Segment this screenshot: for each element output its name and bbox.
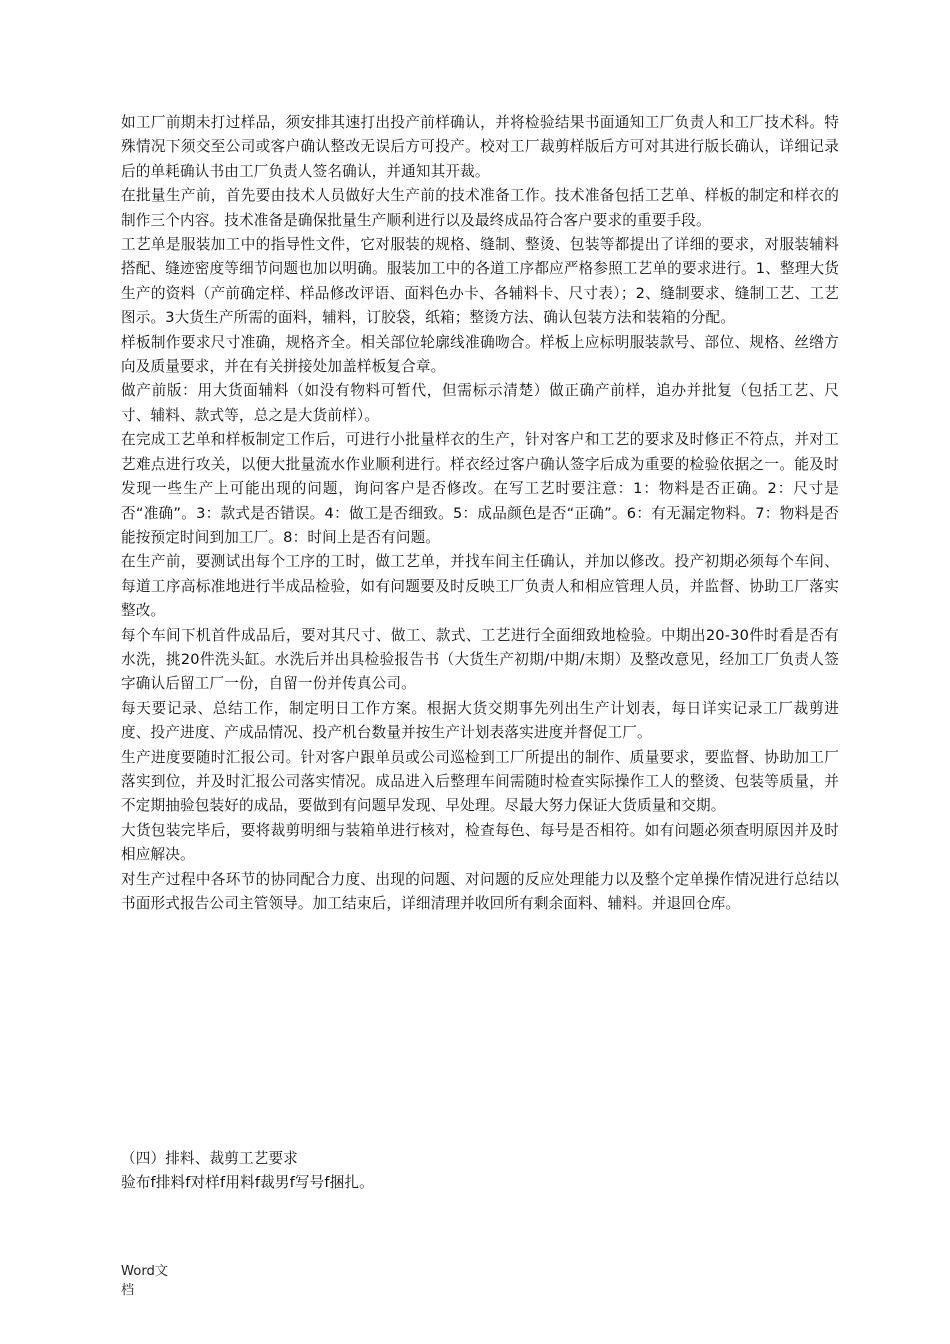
section-heading: （四）排料、裁剪工艺要求 (121, 1150, 298, 1167)
paragraph-small-batch-samples: 在完成工艺单和样板制定工作后，可进行小批量样衣的生产，针对客户和工艺的要求及时修正不符点，并对工艺难点进行攻关，以便大批量流水作业顺利进行。样衣经过客户确认签字后成为重要的检验依据之一。能及时发现一些生产上可能出现的问题，询问客户是否修改。在写工艺时要注意：1：物料是否正确。2：尺寸是否“准确”。3：款式是否错误。4：做工是否细致。5：成品颜色是否“正确”。6：有无漏定物料。7：物料是否能按预定时间到加工厂。8：时间上是否有问题。 (121, 431, 839, 546)
paragraph-first-piece-inspection: 每个车间下机首件成品后，要对其尺寸、做工、款式、工艺进行全面细致地检验。中期出20-30件时看是否有水洗，挑20件洗头缸。水洗后并出具检验报告书（大货生产初期/中期/末期）及整改意见，经加工厂负责人签字确认后留工厂一份，自留一份并传真公司。 (121, 626, 839, 693)
paragraph-progress-reporting: 生产进度要随时汇报公司。针对客户跟单员或公司巡检到工厂所提出的制作、质量要求，要监督、协助加工厂落实到位，并及时汇报公司落实情况。成品进入后整理车间需随时检查实际操作工人的整烫、包装等质量，并不定期抽验包装好的成品，要做到有问题早发现、早处理。尽最大努力保证大货质量和交期。 (121, 748, 839, 815)
paragraph-technical-preparation: 在批量生产前，首先要由技术人员做好大生产前的技术准备工作。技术准备包括工艺单、样板的制定和样衣的制作三个内容。技术准备是确保批量生产顺利进行以及最终成品符合客户要求的重要手段。 (121, 187, 839, 229)
document-body (121, 111, 839, 916)
paragraph-sample-confirmation: 如工厂前期未打过样品，须安排其速打出投产前样确认，并将检验结果书面通知工厂负责人和工厂技术科。特殊情况下须交至公司或客户确认整改无误后方可投产。校对工厂裁剪样版后方可对其进行版长确认，详细记录后的单耗确认书由工厂负责人签名确认，并通知其开裁。 (121, 114, 839, 180)
paragraph-process-timing: 在生产前，要测试出每个工序的工时，做工艺单，并找车间主任确认，并加以修改。投产初期必须每个车间、每道工序高标准地进行半成品检验，如有问题要及时反映工厂负责人和相应管理人员，并监督、协助工厂落实整改。 (121, 553, 839, 620)
paragraph-pattern-making: 样板制作要求尺寸准确，规格齐全。相关部位轮廓线准确吻合。样板上应标明服装款号、部位、规格、丝绺方向及质量要求，并在有关拼接处加盖样板复合章。 (121, 333, 839, 376)
paragraph-packing-check: 大货包装完毕后，要将裁剪明细与装箱单进行核对，检查每色、每号是否相符。如有问题必须查明原因并及时相应解决。 (121, 821, 839, 864)
section-steps: 验布f排料f对样f用料f裁男f写号f捆扎。 (121, 1174, 374, 1192)
paragraph-daily-records: 每天要记录、总结工作，制定明日工作方案。根据大货交期事先列出生产计划表，每日详实记录工厂裁剪进度、投产进度、产成品情况、投产机台数量并按生产计划表落实进度并督促工厂。 (121, 699, 839, 742)
paragraph-process-sheet: 工艺单是服装加工中的指导性文件，它对服装的规格、缝制、整烫、包装等都提出了详细的要求，对服装辅料搭配、缝迹密度等细节问题也加以明确。服装加工中的各道工序都应严格参照工艺单的要求进行。1、整理大货生产的资料（产前确定样、样品修改评语、面料色办卡、各辅料卡、尺寸表）；2、缝制要求、缝制工艺、工艺图示。3大货生产所需的面料，辅料，订胶袋，纸箱；整烫方法、确认包装方法和装箱的分配。 (121, 236, 839, 327)
section-cutting-requirements (121, 1147, 839, 1196)
paragraph-pre-production-sample: 做产前版：用大货面辅料（如没有物料可暂代，但需标示清楚）做正确产前样，追办并批复（包括工艺、尺寸、辅料、款式等，总之是大货前样）。 (121, 382, 839, 424)
footer-label: Word文档 (121, 1264, 169, 1298)
paragraph-summary-report: 对生产过程中各环节的协同配合力度、出现的问题、对问题的反应处理能力以及整个定单操作情况进行总结以书面形式报告公司主管领导。加工结束后，详细清理并收回所有剩余面料、辅料。并退回仓库。 (121, 870, 839, 912)
